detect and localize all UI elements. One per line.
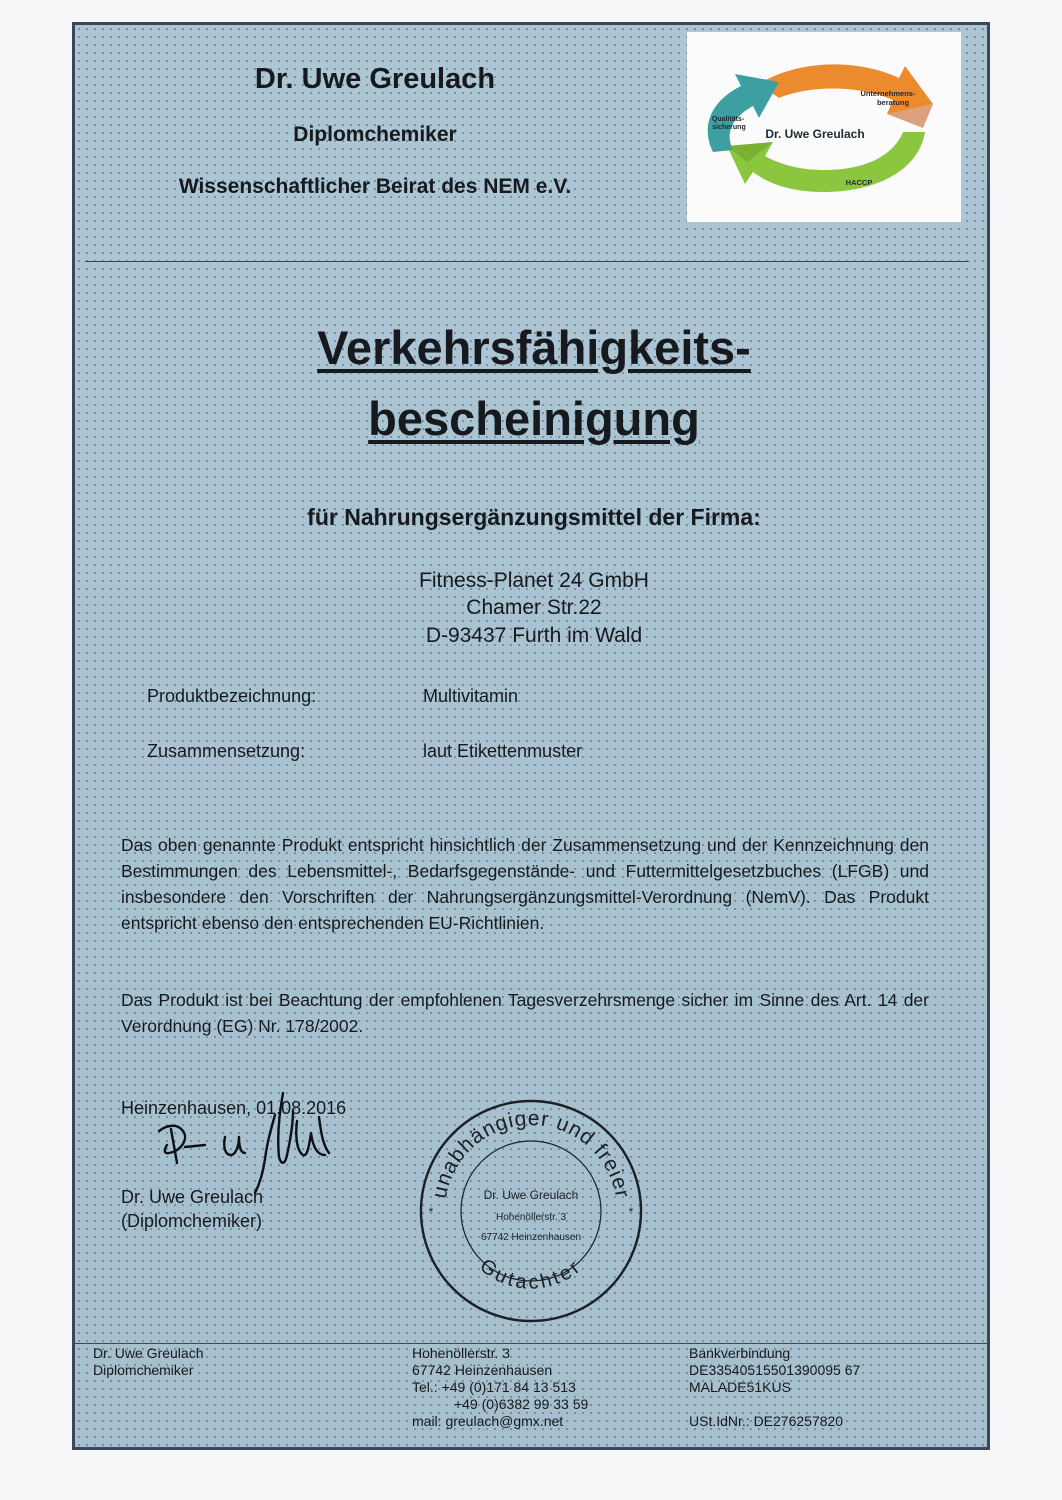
place-date: Heinzenhausen, 01.08.2016	[121, 1098, 347, 1118]
svg-text:Qualitäts- sicherung: Qualitäts- sicherung	[711, 116, 746, 131]
product-value: Multivitamin	[423, 686, 519, 706]
composition-value: laut Etikettenmuster	[423, 741, 583, 761]
footer-bic: MALADE51KUS	[689, 1379, 791, 1395]
company-street: Chamer Str.22	[466, 596, 602, 619]
certificate-title-line2: bescheinigung	[368, 392, 700, 445]
footer-street: Hohenöllerstr. 3	[412, 1345, 511, 1361]
logo-haccp-label: HACCP	[845, 178, 873, 187]
footer-col-bank	[689, 1345, 860, 1430]
author-name: Dr. Uwe Greulach	[254, 63, 496, 95]
footer-bank-heading: Bankverbindung	[689, 1345, 791, 1361]
handwritten-signature	[147, 1081, 357, 1197]
official-stamp	[415, 1095, 647, 1327]
stamp-line3: 67742 Heinzenhausen	[480, 1232, 582, 1243]
svg-text:unabhängiger und freier	[428, 1107, 634, 1200]
stamp-star-left: *	[428, 1205, 434, 1219]
stamp-arc-top: unabhängiger und freier	[427, 1106, 634, 1201]
stamp-arc-bottom: Gutachter	[475, 1254, 587, 1294]
footer-name: Dr. Uwe Greulach	[93, 1345, 204, 1361]
logo-center-text: Dr. Uwe Greulach	[765, 127, 865, 141]
footer-iban: DE33540515501390095 67	[689, 1362, 861, 1378]
signer-block	[121, 1185, 263, 1233]
company-logo	[687, 32, 961, 222]
company-city: D-93437 Furth im Wald	[425, 624, 643, 647]
footer-title: Diplomchemiker	[93, 1362, 194, 1378]
svg-text:Unternehmens- beratu: Unternehmens- beratung	[860, 89, 916, 107]
safety-paragraph: Das Produkt ist bei Beachtung der empfohlenen Tagesverzehrsmenge sicher im Sinne des Art. 14 der Verordnung (EG) Nr. 178/2002.	[121, 990, 929, 1036]
footer-city: 67742 Heinzenhausen	[412, 1362, 553, 1378]
footer-ustid: USt.IdNr.: DE276257820	[689, 1413, 844, 1429]
author-board: Wissenschaftlicher Beirat des NEM e.V.	[178, 175, 572, 198]
compliance-paragraph: Das oben genannte Produkt entspricht hinsichtlich der Zusammensetzung und der Kennzeichnung den Bestimmungen des Lebensmittel-, Bedarfsgegenstände- und Futtermittelgesetzbuches (LFGB) und insbesondere den Vorschriften der Nahrungsergänzungsmittel-Verordnung (NemV). Das Produkt entspricht ebenso den entsprechenden EU-Richtlinien.	[121, 835, 929, 933]
signer-title: (Diplomchemiker)	[121, 1211, 263, 1231]
svg-text:Gutachter	[476, 1255, 587, 1294]
footer-mail: mail: greulach@gmx.net	[412, 1413, 564, 1429]
footer-col-name	[93, 1345, 203, 1379]
footer-divider	[75, 1343, 987, 1344]
author-title: Diplomchemiker	[293, 123, 457, 146]
footer-spacer	[689, 1396, 860, 1413]
footer-tel2: +49 (0)6382 99 33 59	[454, 1396, 589, 1412]
footer-tel1: Tel.: +49 (0)171 84 13 513	[412, 1379, 576, 1395]
company-name: Fitness-Planet 24 GmbH	[419, 569, 649, 592]
product-label: Produktbezeichnung:	[147, 686, 317, 706]
signer-name: Dr. Uwe Greulach	[121, 1187, 264, 1207]
stamp-star-right: *	[628, 1205, 634, 1219]
certificate-sheet	[72, 22, 990, 1450]
composition-label: Zusammensetzung:	[147, 741, 306, 761]
certificate-subtitle: für Nahrungsergänzungsmittel der Firma:	[307, 504, 761, 530]
footer-col-contact	[412, 1345, 588, 1430]
stamp-line2: Hohenöllerstr. 3	[495, 1212, 567, 1223]
stamp-line1: Dr. Uwe Greulach	[483, 1188, 579, 1202]
header-divider	[85, 261, 969, 262]
certificate-title-line1: Verkehrsfähigkeits-	[317, 321, 751, 374]
cycle-arrows-logo	[687, 32, 961, 222]
